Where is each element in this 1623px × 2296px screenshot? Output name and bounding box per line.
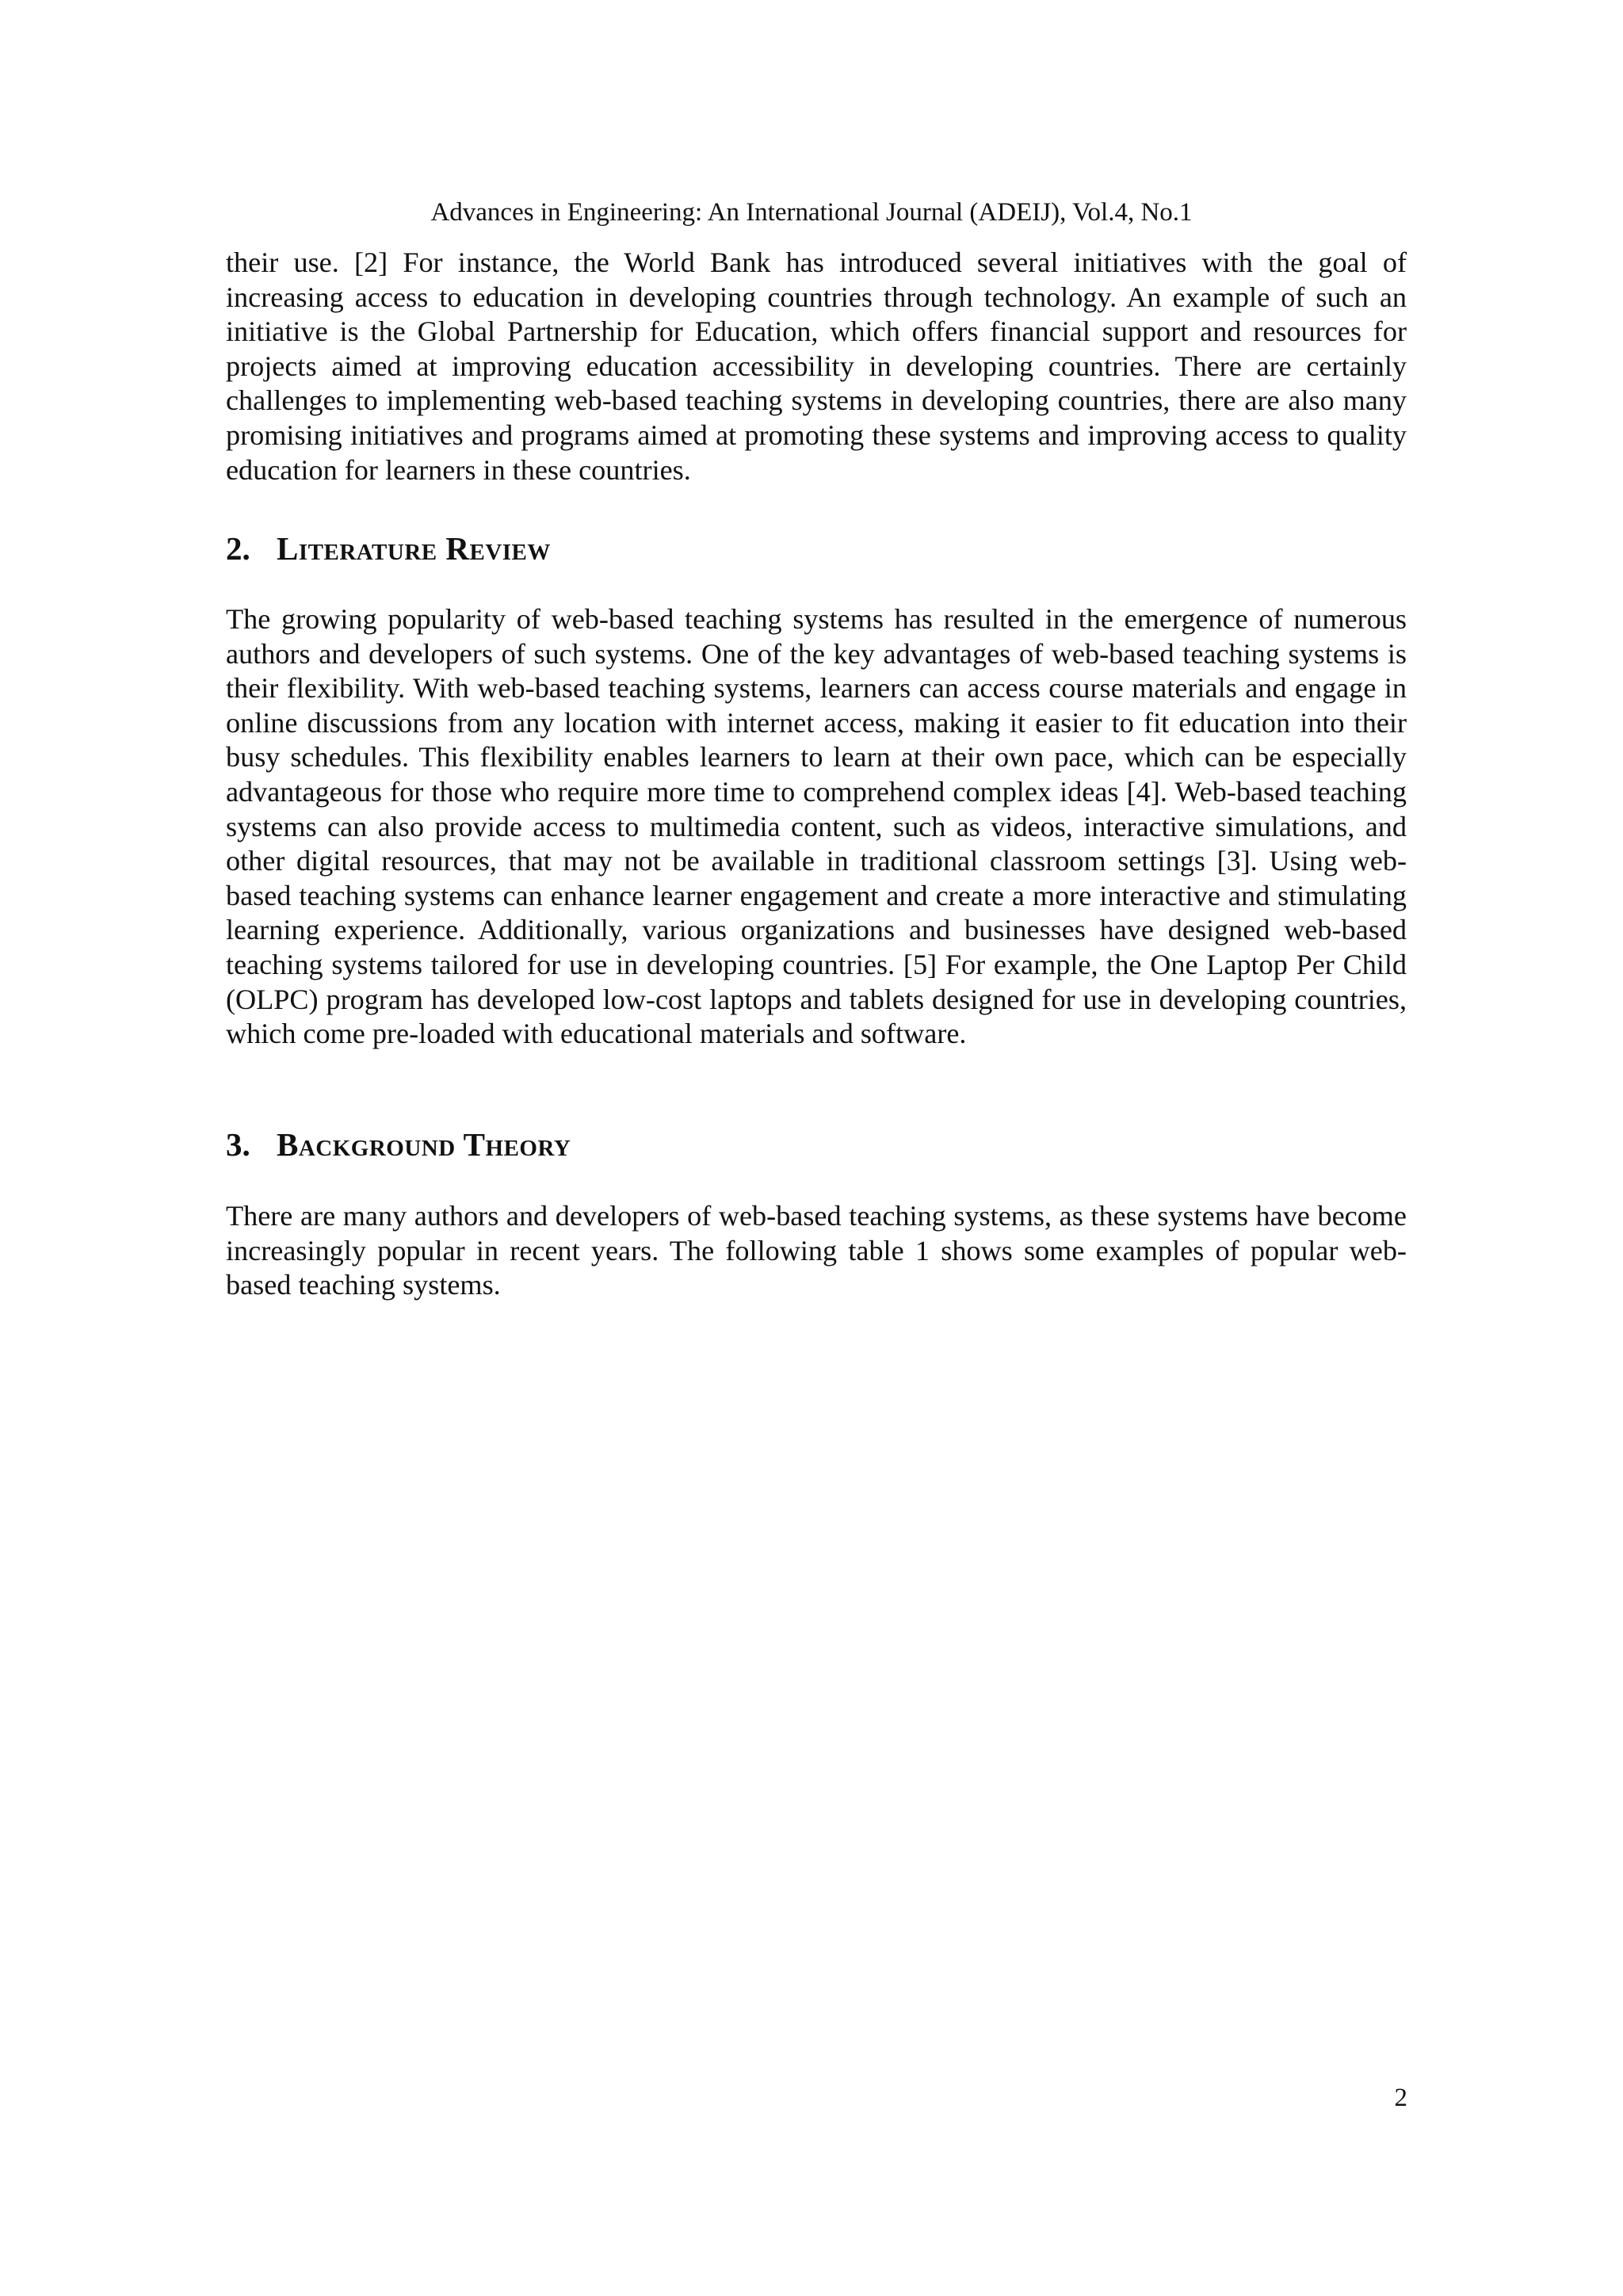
literature-review-paragraph: The growing popularity of web-based teaching systems has resulted in the emergence of numerous authors and developers of such systems. One of the key advantages of web-based teaching systems is their flexibility. With web-based teaching systems, learners can access course materials and engage in online discussions from any location with internet access, making it easier to fit education into their busy schedules. This flexibility enables learners to learn at their own pace, which can be especially advantageous for those who require more time to comprehend complex ideas [4]. Web-based teaching systems can also provide access to multimedia content, such as videos, interactive simulations, and other digital resources, that may not be available in traditional classroom settings [3]. Using web-based teaching systems can enhance learner engagement and create a more interactive and stimulating learning experience. Additionally, various organizations and businesses have designed web-based teaching systems tailored for use in developing countries. [5] For example, the One Laptop Per Child (OLPC) program has developed low-cost laptops and tablets designed for use in developing countries, which come pre-loaded with educational materials and software. [226,603,1407,1050]
intro-continuation-paragraph: their use. [2] For instance, the World Bank has introduced several initiatives with the goal of increasing access to education in developing countries through technology. An example of such an initiative is the Global Partnership for Education, which offers financial support and resources for projects aimed at improving education accessibility in developing countries. There are certainly challenges to implementing web-based teaching systems in developing countries, there are also many promising initiatives and programs aimed at promoting these systems and improving access to quality education for learners in these countries. [226,246,1407,486]
section-number: 2. [226,530,250,567]
background-theory-paragraph: There are many authors and developers of web-based teaching systems, as these systems have become increasingly popular in recent years. The following table 1 shows some examples of popular web-based teaching systems. [226,1200,1407,1301]
section-title: Background Theory [277,1126,571,1163]
section-heading-literature-review [226,529,551,567]
section-number: 3. [226,1126,250,1163]
page-number: 2 [1394,2084,1407,2112]
running-header: Advances in Engineering: An International Journal (ADEIJ), Vol.4, No.1 [430,198,1193,227]
section-heading-background-theory [226,1125,571,1163]
section-title: Literature Review [277,530,551,567]
